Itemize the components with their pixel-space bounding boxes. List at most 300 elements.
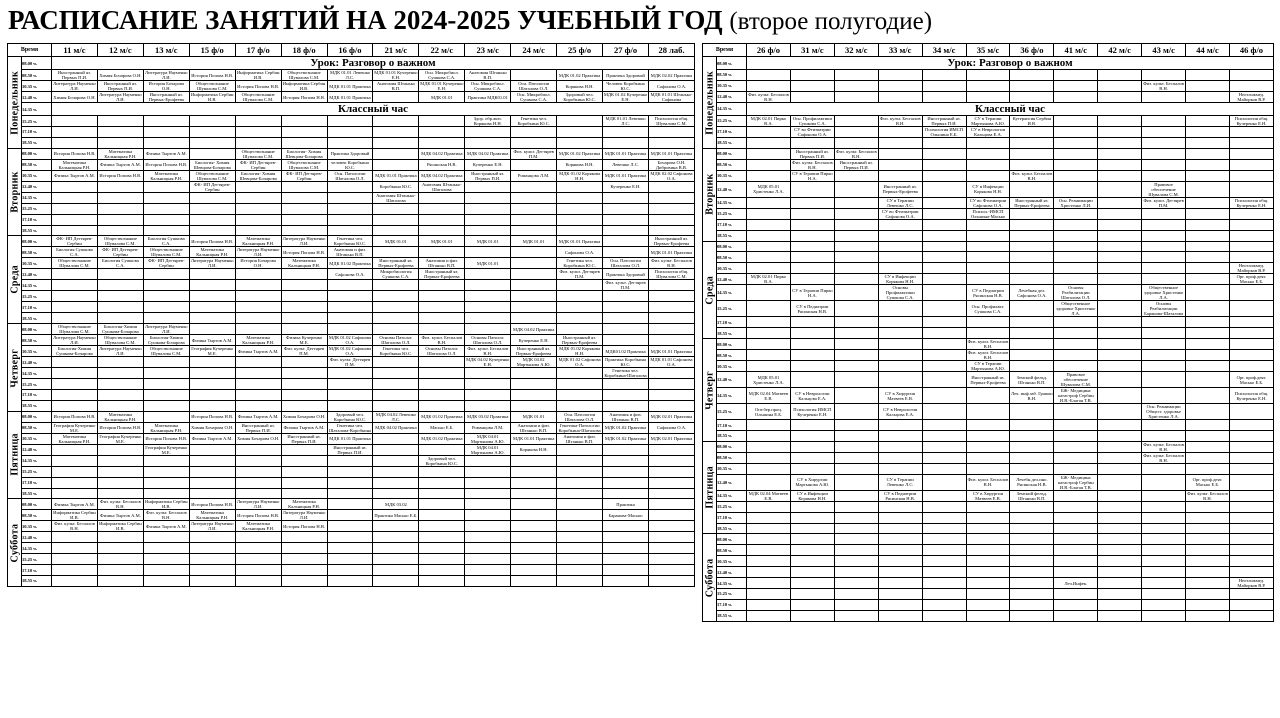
lesson-text: Биология Сушкова С.А. bbox=[147, 236, 185, 247]
lesson-cell bbox=[1010, 388, 1054, 404]
lesson-cell bbox=[1010, 441, 1054, 452]
lesson-cell bbox=[603, 81, 649, 92]
lesson-cell bbox=[878, 285, 922, 301]
lesson-text: Иностранный яз. Первых-Ерофеева bbox=[424, 269, 460, 280]
lesson-cell bbox=[97, 455, 143, 466]
lesson-cell bbox=[511, 159, 557, 170]
lesson-cell bbox=[878, 501, 922, 512]
time-slot-row bbox=[703, 148, 1274, 159]
lesson-cell bbox=[834, 91, 878, 102]
lesson-cell bbox=[922, 452, 966, 463]
lesson-cell bbox=[373, 236, 419, 247]
lesson-cell bbox=[373, 148, 419, 159]
lesson-cell bbox=[557, 291, 603, 302]
time-label: 10.35 ч. bbox=[717, 263, 747, 274]
lesson-text: Физ. культ. Дегтярев П.М. bbox=[329, 357, 371, 368]
time-label: 08.00 ч. bbox=[22, 236, 52, 247]
lesson-text: СУ во Фтизиатрии Сафонова О.А. bbox=[969, 197, 1007, 208]
lesson-cell bbox=[1098, 474, 1142, 490]
lesson-cell bbox=[834, 361, 878, 372]
lesson-cell bbox=[1186, 404, 1230, 420]
lesson-cell bbox=[419, 81, 465, 92]
time-slot-row bbox=[703, 197, 1274, 208]
lesson-cell bbox=[419, 565, 465, 576]
lesson-cell bbox=[97, 368, 143, 379]
lesson-text: Литература Науменко Л.И. bbox=[99, 346, 142, 357]
lesson-text: Практика Здоровый bbox=[606, 271, 645, 277]
lesson-text: Иностранный яз. Первых П.И. bbox=[471, 170, 505, 181]
lesson-cell bbox=[52, 368, 98, 379]
lesson-cell bbox=[97, 159, 143, 170]
lesson-cell bbox=[327, 225, 373, 236]
time-label: 08.50 ч. bbox=[717, 452, 747, 463]
lesson-cell bbox=[52, 422, 98, 433]
lesson-cell bbox=[52, 214, 98, 225]
time-label: 18.55 ч. bbox=[22, 313, 52, 324]
day-label: Понедельник bbox=[8, 57, 22, 149]
group-header: 26 ф/о bbox=[747, 44, 791, 57]
lesson-cell bbox=[1142, 545, 1186, 556]
lesson-cell bbox=[373, 302, 419, 313]
lesson-text: Романцова Л.М. bbox=[471, 425, 504, 431]
lesson-cell bbox=[465, 181, 511, 192]
lesson-cell bbox=[834, 219, 878, 230]
time-label: 08.50 ч. bbox=[22, 422, 52, 433]
lesson-cell bbox=[189, 565, 235, 576]
lesson-cell bbox=[373, 291, 419, 302]
lesson-cell bbox=[419, 499, 465, 510]
lesson-cell bbox=[465, 280, 511, 291]
lesson-cell bbox=[747, 474, 791, 490]
lesson-cell bbox=[373, 390, 419, 401]
lesson-cell bbox=[790, 404, 834, 420]
lesson-cell bbox=[281, 390, 327, 401]
time-slot-row bbox=[8, 127, 695, 138]
lesson-cell bbox=[465, 116, 511, 127]
lesson-text: Литература Науменко Л.И. bbox=[282, 510, 326, 521]
lesson-text: Сафонова О.А. bbox=[564, 249, 595, 255]
lesson-text: Физика Тыртов А.М. bbox=[237, 348, 279, 354]
time-slot-row bbox=[8, 92, 695, 103]
lesson-cell bbox=[648, 565, 694, 576]
lesson-cell bbox=[327, 291, 373, 302]
lesson-cell bbox=[189, 236, 235, 247]
lesson-cell bbox=[1186, 148, 1230, 159]
lesson-cell bbox=[373, 247, 419, 258]
lesson-cell bbox=[97, 444, 143, 455]
lesson-cell bbox=[189, 521, 235, 532]
lesson-cell bbox=[465, 357, 511, 368]
lesson-cell bbox=[1054, 420, 1098, 431]
lesson-cell bbox=[966, 372, 1010, 388]
lesson-cell bbox=[603, 455, 649, 466]
lesson-cell bbox=[790, 208, 834, 219]
lesson-cell bbox=[1229, 197, 1273, 208]
lesson-text: Микробиология Сушкова С.А. bbox=[380, 269, 412, 280]
lesson-cell bbox=[648, 181, 694, 192]
lesson-text: МДК 04.01 Мартынова А.Ю. bbox=[470, 444, 505, 455]
lesson-cell bbox=[966, 534, 1010, 545]
lesson-text: МДК 02.01 Практика bbox=[650, 414, 693, 420]
lesson-text: Основы Патолог. Шаталова О.Л. bbox=[379, 335, 413, 346]
lesson-cell bbox=[834, 285, 878, 301]
lesson-cell bbox=[747, 545, 791, 556]
lesson-cell bbox=[1186, 159, 1230, 170]
time-slot-row bbox=[703, 545, 1274, 556]
time-slot-row bbox=[703, 301, 1274, 317]
time-label: 08.50 ч. bbox=[22, 335, 52, 346]
lesson-cell bbox=[922, 545, 966, 556]
lesson-text: Анатомия Штанько В.П. bbox=[376, 81, 415, 91]
lesson-cell bbox=[52, 532, 98, 543]
lesson-cell bbox=[97, 335, 143, 346]
lesson-text: Химия Бочарова О.Н. bbox=[99, 72, 142, 78]
lesson-cell bbox=[557, 576, 603, 587]
lesson-text: МДК 02.01 Пирко В.А. bbox=[750, 115, 787, 126]
lesson-cell bbox=[1186, 350, 1230, 361]
lesson-cell bbox=[834, 317, 878, 328]
lesson-text: МДК 01.02 Практика bbox=[558, 72, 601, 78]
time-slot-row bbox=[703, 534, 1274, 545]
lesson-cell bbox=[1054, 545, 1098, 556]
lesson-cell bbox=[373, 192, 419, 203]
lesson-cell bbox=[281, 291, 327, 302]
lesson-cell bbox=[281, 521, 327, 532]
lesson-cell bbox=[966, 388, 1010, 404]
lesson-text: МДК 01.02 Корякова Н.Н. bbox=[559, 170, 601, 181]
lesson-text: Химия Бочарова О.Н. bbox=[53, 94, 96, 100]
lesson-cell bbox=[648, 400, 694, 411]
lesson-text: Иностранный яз. Первых П.И. bbox=[287, 433, 321, 444]
lesson-cell bbox=[235, 543, 281, 554]
lesson-cell bbox=[373, 357, 419, 368]
lesson-cell bbox=[966, 181, 1010, 197]
lesson-cell bbox=[143, 400, 189, 411]
lesson-cell bbox=[790, 545, 834, 556]
lesson-cell bbox=[966, 599, 1010, 610]
lesson-cell bbox=[790, 420, 834, 431]
lesson-cell bbox=[1054, 274, 1098, 285]
lesson-cell bbox=[790, 512, 834, 523]
lesson-cell bbox=[327, 411, 373, 422]
lesson-cell bbox=[235, 335, 281, 346]
lesson-text: Физ. культ. Беспалов В.Н. bbox=[100, 499, 141, 510]
lesson-text: Математика Кальницкая Р.Н. bbox=[104, 411, 137, 422]
time-slot-row bbox=[703, 501, 1274, 512]
lesson-cell bbox=[235, 214, 281, 225]
lesson-cell bbox=[790, 463, 834, 474]
lesson-text: МДК 01.02 Практика bbox=[558, 151, 601, 157]
time-label: 10.35 ч. bbox=[717, 463, 747, 474]
lesson-cell bbox=[511, 433, 557, 444]
lesson-cell bbox=[235, 280, 281, 291]
lesson-cell bbox=[834, 589, 878, 600]
lesson-cell bbox=[1054, 126, 1098, 137]
time-slot-row bbox=[8, 411, 695, 422]
lesson-cell bbox=[1186, 317, 1230, 328]
lesson-text: Осн. Профилакт. Сушкова С.А. bbox=[971, 303, 1005, 314]
lesson-cell bbox=[143, 466, 189, 477]
lesson-cell bbox=[281, 532, 327, 543]
lesson-cell bbox=[603, 346, 649, 357]
time-slot-row bbox=[703, 170, 1274, 181]
lesson-cell bbox=[1186, 388, 1230, 404]
lesson-cell bbox=[966, 148, 1010, 159]
group-header: 41 м/с bbox=[1054, 44, 1098, 57]
lesson-text: Физ. культ. Беспалов В.Н. bbox=[145, 510, 187, 521]
lesson-cell bbox=[465, 192, 511, 203]
lesson-cell bbox=[966, 545, 1010, 556]
lesson-cell bbox=[1098, 556, 1142, 567]
lesson-cell bbox=[327, 313, 373, 324]
lesson-cell bbox=[1186, 589, 1230, 600]
lesson-cell bbox=[1098, 317, 1142, 328]
lesson-text: БЖ- Медицина катастроф Сербин И.В.-Благая Т.В. bbox=[1057, 388, 1094, 404]
lesson-cell bbox=[143, 247, 189, 258]
lesson-cell bbox=[511, 291, 557, 302]
lesson-cell bbox=[557, 422, 603, 433]
lesson-cell bbox=[1142, 80, 1186, 91]
lesson-cell bbox=[834, 252, 878, 263]
time-label: 17.10 ч. bbox=[22, 127, 52, 138]
lesson-cell bbox=[465, 225, 511, 236]
lesson-cell bbox=[966, 512, 1010, 523]
lesson-cell bbox=[143, 280, 189, 291]
lesson-cell bbox=[648, 137, 694, 148]
lesson-cell bbox=[648, 357, 694, 368]
lesson-cell bbox=[511, 269, 557, 280]
lesson-cell bbox=[557, 148, 603, 159]
lesson-cell bbox=[790, 219, 834, 230]
lesson-text: СУ в Терапии Мартынова А.Ю. bbox=[971, 361, 1005, 372]
lesson-text: Иностранный яз. Первых П.И. bbox=[57, 70, 92, 80]
lesson-cell bbox=[1054, 208, 1098, 219]
lesson-text: История Попова Н.В. bbox=[237, 83, 280, 89]
lesson-cell bbox=[1186, 301, 1230, 317]
lesson-cell bbox=[52, 236, 98, 247]
lesson-cell bbox=[966, 274, 1010, 285]
lesson-cell bbox=[1098, 512, 1142, 523]
lesson-cell bbox=[52, 258, 98, 269]
lesson-cell bbox=[419, 291, 465, 302]
lesson-cell bbox=[52, 335, 98, 346]
lesson-cell bbox=[327, 170, 373, 181]
time-slot-row bbox=[8, 181, 695, 192]
lesson-cell bbox=[143, 258, 189, 269]
lesson-text: История Попова Н.В. bbox=[283, 249, 326, 255]
lesson-cell bbox=[281, 192, 327, 203]
lesson-cell bbox=[1054, 567, 1098, 578]
lesson-cell bbox=[235, 444, 281, 455]
banner-klassny-chas: Классный час bbox=[52, 103, 695, 116]
lesson-cell bbox=[189, 543, 235, 554]
lesson-cell bbox=[465, 203, 511, 214]
lesson-text: МДК 04.02 Практика bbox=[421, 173, 463, 179]
lesson-cell bbox=[648, 543, 694, 554]
lesson-text: Леч.Инфек. bbox=[1064, 580, 1088, 586]
lesson-cell bbox=[465, 543, 511, 554]
lesson-text: Здоровый чел. Коробкина Ю.С. bbox=[333, 411, 367, 422]
lesson-text: Левешко Л.С. bbox=[612, 162, 639, 168]
lesson-cell bbox=[52, 181, 98, 192]
lesson-text: Кутерапсия Сербин И.В. bbox=[1012, 115, 1052, 126]
lesson-text: Осн. Микробиол. Сушкова С.А. bbox=[424, 70, 459, 80]
lesson-cell bbox=[1229, 339, 1273, 350]
time-label: 17.10 ч. bbox=[22, 390, 52, 401]
lesson-cell bbox=[189, 357, 235, 368]
time-label: 14.35 ч. bbox=[22, 455, 52, 466]
lesson-cell bbox=[747, 208, 791, 219]
lesson-text: Анатомия и физ. Штанько В.П. bbox=[425, 258, 459, 269]
lesson-cell bbox=[97, 236, 143, 247]
lesson-text: СУ в Педиатрии Рясинская Н.В. bbox=[971, 287, 1004, 298]
lesson-cell bbox=[373, 258, 419, 269]
lesson-cell bbox=[603, 302, 649, 313]
lesson-cell bbox=[143, 137, 189, 148]
lesson-cell bbox=[465, 422, 511, 433]
lesson-cell bbox=[1186, 545, 1230, 556]
lesson-cell bbox=[603, 510, 649, 521]
lesson-cell bbox=[790, 115, 834, 126]
lesson-cell bbox=[922, 404, 966, 420]
lesson-text: История Попова Н.В. bbox=[53, 151, 96, 157]
lesson-cell bbox=[966, 208, 1010, 219]
lesson-text: Кучеренко Е.Н. bbox=[610, 184, 641, 190]
lesson-cell bbox=[648, 258, 694, 269]
lesson-cell bbox=[648, 280, 694, 291]
lesson-text: Биология- Химия Шевцова-Бочарова bbox=[193, 159, 231, 170]
lesson-text: Осн. Патологии Шаталова О.Л. bbox=[518, 81, 550, 91]
lesson-cell bbox=[511, 499, 557, 510]
lesson-cell bbox=[1010, 148, 1054, 159]
time-label: 12.40 ч. bbox=[22, 269, 52, 280]
lesson-cell bbox=[603, 543, 649, 554]
lesson-cell bbox=[52, 390, 98, 401]
lesson-cell bbox=[1098, 115, 1142, 126]
time-slot-row bbox=[8, 192, 695, 203]
lesson-text: Кучеренко Е.Н. bbox=[518, 337, 549, 343]
lesson-text: МДК 01.01 Практика bbox=[558, 238, 601, 244]
lesson-cell bbox=[648, 532, 694, 543]
lesson-cell bbox=[1229, 137, 1273, 148]
lesson-cell bbox=[834, 431, 878, 442]
lesson-text: МДК 01.01 bbox=[522, 414, 545, 420]
lesson-cell bbox=[97, 532, 143, 543]
lesson-cell bbox=[1142, 197, 1186, 208]
lesson-cell bbox=[189, 400, 235, 411]
lesson-cell bbox=[511, 543, 557, 554]
lesson-cell bbox=[878, 170, 922, 181]
lesson-cell bbox=[747, 388, 791, 404]
lesson-cell bbox=[603, 488, 649, 499]
lesson-cell bbox=[235, 302, 281, 313]
lesson-cell bbox=[1229, 578, 1273, 589]
lesson-text: Сафонова О.А. bbox=[656, 83, 687, 89]
lesson-cell bbox=[1186, 70, 1230, 81]
lesson-cell bbox=[1186, 610, 1230, 621]
lesson-cell bbox=[465, 70, 511, 81]
time-label: 08.50 ч. bbox=[22, 70, 52, 81]
lesson-cell bbox=[834, 372, 878, 388]
lesson-cell bbox=[603, 148, 649, 159]
lesson-cell bbox=[1054, 230, 1098, 241]
lesson-text: Практика Масько Е.Б. bbox=[374, 512, 418, 518]
lesson-cell bbox=[1010, 126, 1054, 137]
title-main: РАСПИСАНИЕ ЗАНЯТИЙ НА 2024-2025 УЧЕБНЫЙ ГОД bbox=[8, 5, 723, 35]
lesson-cell bbox=[1010, 361, 1054, 372]
lesson-cell bbox=[419, 335, 465, 346]
lesson-text: Осн. Микробиол. Сушкова С.А. bbox=[470, 81, 505, 91]
lesson-cell bbox=[1142, 285, 1186, 301]
time-label: 18.55 ч. bbox=[717, 137, 747, 148]
lesson-cell bbox=[373, 488, 419, 499]
lesson-text: Физ. культ. Беспалов В.Н. bbox=[651, 258, 692, 269]
lesson-cell bbox=[1054, 441, 1098, 452]
time-label: 15.25 ч. bbox=[22, 116, 52, 127]
lesson-cell bbox=[966, 589, 1010, 600]
lesson-cell bbox=[603, 70, 649, 81]
lesson-text: Биология Сушкова С.А. bbox=[56, 247, 93, 258]
time-slot-row bbox=[703, 388, 1274, 404]
lesson-cell bbox=[1229, 115, 1273, 126]
lesson-cell bbox=[603, 477, 649, 488]
lesson-cell bbox=[327, 302, 373, 313]
lesson-text: Литература Науменко Л.И. bbox=[53, 335, 96, 346]
group-header: 11 м/с bbox=[52, 44, 98, 57]
lesson-cell bbox=[1142, 490, 1186, 501]
lesson-text: Бочарова О.Н. Дибровина В.В. bbox=[655, 159, 688, 170]
lesson-cell bbox=[281, 379, 327, 390]
lesson-cell bbox=[1098, 137, 1142, 148]
lesson-cell bbox=[1054, 301, 1098, 317]
lesson-cell bbox=[1142, 115, 1186, 126]
lesson-cell bbox=[966, 301, 1010, 317]
time-slot-row bbox=[703, 441, 1274, 452]
lesson-cell bbox=[557, 565, 603, 576]
lesson-cell bbox=[327, 357, 373, 368]
lesson-cell bbox=[235, 532, 281, 543]
lesson-cell bbox=[648, 466, 694, 477]
lesson-cell bbox=[511, 92, 557, 103]
lesson-cell bbox=[235, 203, 281, 214]
lesson-text: Обществознание Шувалова С.М. bbox=[57, 324, 92, 335]
lesson-cell bbox=[834, 328, 878, 339]
lesson-cell bbox=[281, 433, 327, 444]
lesson-cell bbox=[648, 247, 694, 258]
time-label: 10.35 ч. bbox=[22, 433, 52, 444]
lesson-cell bbox=[1142, 501, 1186, 512]
lesson-text: МДК 01.01 Левешко Л.С. bbox=[329, 70, 371, 80]
lesson-cell bbox=[1054, 339, 1098, 350]
lesson-cell bbox=[97, 70, 143, 81]
lesson-cell bbox=[603, 565, 649, 576]
lesson-text: География Кучеренко М.Е. bbox=[53, 422, 96, 433]
lesson-cell bbox=[922, 534, 966, 545]
lesson-text: СУ в Терапии Пирко Н.А. bbox=[792, 287, 833, 298]
time-label: 12.40 ч. bbox=[717, 372, 747, 388]
lesson-text: Основы Патолог. Шаталова О.Л. bbox=[471, 335, 505, 346]
lesson-cell bbox=[235, 400, 281, 411]
time-label: 17.10 ч. bbox=[22, 302, 52, 313]
lesson-cell bbox=[189, 433, 235, 444]
lesson-cell bbox=[1142, 263, 1186, 274]
lesson-cell bbox=[327, 565, 373, 576]
lesson-cell bbox=[603, 390, 649, 401]
lesson-text: Химия Бочарова О.Н. bbox=[282, 414, 326, 420]
lesson-cell bbox=[97, 258, 143, 269]
group-header: 44 м/с bbox=[1186, 44, 1230, 57]
time-slot-row bbox=[703, 252, 1274, 263]
